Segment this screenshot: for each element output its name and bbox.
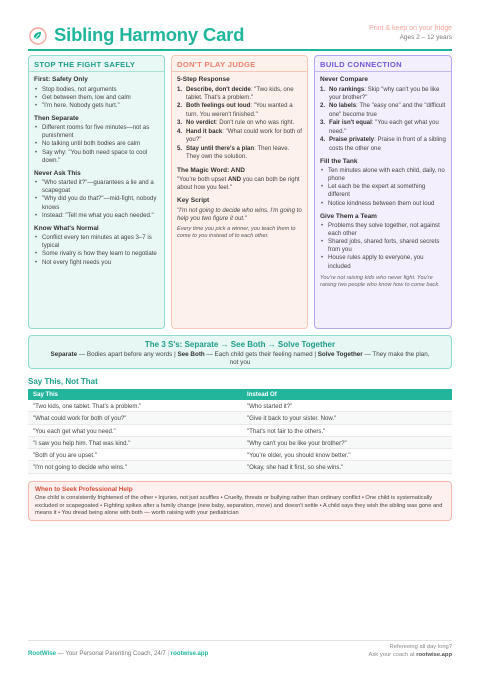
step-number: 3. — [320, 119, 326, 127]
list-item: • Let each be the expert at something different — [320, 183, 446, 199]
numbered-list — [320, 86, 446, 153]
magic-word: AND — [227, 176, 242, 184]
section-title: Key Script — [177, 197, 210, 205]
list-item: • Problems they solve together, not against each other — [320, 222, 446, 238]
magic-text-pre: "You're both upset — [177, 176, 228, 184]
help-title: When to Seek Professional Help — [35, 486, 133, 493]
say-cell: "I saw you help him. That was kind." — [33, 439, 131, 447]
section-title: First: Safety Only — [34, 76, 88, 83]
banner-step-1: Separate — [50, 351, 78, 358]
leaf-heart-icon — [28, 26, 48, 46]
brand-name: RootWise — [28, 650, 57, 657]
step-label: Praise privately — [329, 136, 375, 144]
numbered-list — [177, 86, 302, 162]
instead-cell: "Why can't you be like your brother?" — [247, 439, 347, 447]
step-text: : Skip "why can't you be like your brother?" — [329, 85, 440, 101]
separator: | — [172, 351, 178, 358]
list-item: • No talking until both bodies are calm — [34, 140, 159, 148]
script-note: Every time you pick a winner, you teach them to come to you instead of to each other. — [177, 225, 296, 240]
page-title: Sibling Harmony Card — [54, 24, 245, 45]
list-item: • Notice kindness between them out loud — [320, 200, 446, 208]
separator: | — [167, 650, 170, 657]
table-row — [28, 437, 452, 449]
closing-note: You're not raising kids who never fight. You're raising two people who know how to come back. — [320, 274, 440, 289]
list-item: • Not every fight needs you — [34, 259, 159, 267]
footer-link[interactable]: rootwise.app — [169, 650, 209, 657]
header-divider — [28, 49, 452, 51]
table-row — [28, 412, 452, 424]
banner-step-2-text: — Each child gets their feeling named — [204, 351, 313, 358]
instead-cell: "That's not fair to the others." — [247, 427, 326, 435]
column-stop-the-fight — [28, 55, 165, 329]
cta-text: Ask your coach at — [368, 651, 417, 658]
three-s-banner — [28, 335, 452, 369]
list-item — [177, 86, 302, 102]
list-item: • Ten minutes alone with each child, daily, no phone — [320, 167, 446, 183]
table-body — [28, 400, 452, 474]
step-text: : "You wanted a turn. You weren't finished." — [186, 102, 293, 118]
header-meta — [369, 25, 452, 41]
magic-word-text — [177, 176, 302, 192]
say-this-title: Say This, Not That — [28, 377, 98, 386]
step-label: Hand it back — [186, 128, 223, 136]
cta-line — [369, 652, 452, 660]
column-heading: BUILD CONNECTION — [315, 56, 451, 72]
footer-divider — [28, 640, 452, 641]
list-item: • Stop bodies, not arguments — [34, 86, 159, 94]
age-range: Ages 2 – 12 years — [399, 34, 452, 41]
bullet-list — [34, 179, 159, 219]
step-number: 4. — [320, 136, 326, 144]
step-number: 2. — [320, 102, 326, 110]
banner-step-3-text: — They make the plan, not you — [229, 351, 430, 366]
list-item — [177, 102, 302, 118]
magic-text-post: you can both be right about how you feel." — [177, 176, 300, 192]
step-label: Stay until there's a plan — [186, 145, 255, 153]
list-item — [320, 119, 446, 135]
say-cell: "Two kids, one tablet. That's a problem." — [33, 403, 142, 410]
list-item: • Get between them, low and calm — [34, 94, 159, 102]
instead-cell: "Okay, she had it first, so she wins." — [247, 464, 344, 472]
step-text: : Then leave. They own the solution. — [186, 145, 290, 161]
table-row — [28, 425, 452, 437]
footer-cta — [369, 644, 452, 659]
table-row — [28, 400, 452, 412]
column-heading: DON'T PLAY JUDGE — [172, 56, 307, 72]
header — [28, 24, 452, 50]
list-item — [320, 86, 446, 102]
key-script: "I'm not going to decide who wins. I'm going to help you two figure it out." — [177, 206, 302, 222]
step-label: Describe, don't decide — [186, 85, 251, 93]
list-item: • Say why: "You both need space to cool down." — [34, 149, 159, 165]
section-title: The Magic Word: AND — [177, 166, 245, 174]
list-item — [177, 128, 302, 144]
step-number: 2. — [177, 102, 183, 110]
step-label: No rankings — [329, 85, 365, 93]
bullet-list — [320, 222, 446, 271]
list-item: • Some rivalry is how they learn to negotiate — [34, 250, 159, 258]
list-item — [320, 136, 446, 152]
section-title: Give Them a Team — [320, 212, 377, 220]
list-item: • "Why did you do that?"—mid-fight, nobody knows — [34, 195, 159, 211]
step-text: : The "easy one" and the "difficult one" become true — [329, 102, 446, 118]
column-build-connection — [314, 55, 452, 329]
bullet-list — [320, 167, 446, 207]
step-text: : "What could work for both of you?" — [186, 128, 302, 144]
bullet-list — [34, 86, 159, 110]
instead-cell: "You're older, you should know better." — [247, 452, 351, 460]
instead-cell: "Give it back to your sister. Now." — [247, 415, 337, 423]
step-number: 1. — [177, 85, 183, 93]
professional-help-box — [28, 481, 452, 521]
step-text: : Don't rule on who was right. — [215, 119, 295, 127]
list-item: • Shared jobs, shared forts, shared secrets from you — [320, 238, 446, 254]
column-heading: STOP THE FIGHT SAFELY — [29, 56, 164, 72]
column-header-say: Say This — [33, 391, 59, 398]
bullet-list — [34, 124, 159, 164]
step-label: Both feelings out loud — [186, 102, 251, 110]
section-title: Never Ask This — [34, 169, 81, 177]
list-item: • Different rooms for five minutes—not as punishment — [34, 124, 159, 140]
table-row — [28, 461, 452, 473]
step-text: : Praise in front of a sibling costs the other one — [329, 136, 446, 152]
section-title: 5-Step Response — [177, 76, 230, 83]
list-item — [177, 119, 302, 127]
say-cell: "What could work for both of you?" — [33, 415, 127, 423]
step-number: 4. — [177, 128, 183, 136]
list-item — [320, 102, 446, 118]
say-cell: "Both of you are upset." — [33, 452, 97, 460]
step-text: : "You each get what you need." — [329, 119, 439, 135]
column-dont-play-judge — [171, 55, 308, 329]
list-item: • House rules apply to everyone, you included — [320, 254, 446, 270]
footer-tagline: — Your Personal Parenting Coach, 24/7 — [56, 650, 168, 657]
step-number: 1. — [320, 85, 326, 93]
cta-link[interactable]: rootwise.app — [416, 651, 452, 658]
separator: | — [312, 351, 318, 358]
say-cell: "You each get what you need." — [33, 427, 116, 435]
banner-step-1-text: — Bodies apart before any words — [77, 351, 173, 358]
list-item: • "Who started it?"—guarantees a lie and a scapegoat — [34, 179, 159, 195]
section-title: Then Separate — [34, 114, 79, 122]
say-cell: "I'm not going to decide who wins." — [33, 464, 127, 472]
step-label: No verdict — [186, 119, 216, 127]
help-text: One child is consistently frightened of the other • Injuries, not just scuffles • Cruelty, threats or bullying rather than ordinary conflict • One child is systematically excluded or scapegoated • Fighting spikes after a family change (new baby, separation, move) and doesn't settle • A child says they wish the sibling was gone and means it • You dread being alone with both — worth raising with your pediatrician — [35, 495, 443, 517]
step-label: No labels — [329, 102, 357, 110]
say-this-table — [28, 389, 452, 474]
footer-brand — [28, 650, 208, 657]
section-title: Never Compare — [320, 76, 369, 83]
column-header-instead: Instead Of — [247, 391, 277, 398]
banner-step-2: See Both — [177, 351, 205, 358]
tagline: Print & keep on your fridge — [369, 25, 452, 32]
banner-text — [29, 351, 451, 367]
instead-cell: "Who started it?" — [247, 403, 293, 410]
cta-line: Refereeing all day long? — [389, 644, 452, 650]
list-item — [177, 145, 302, 161]
banner-step-3: Solve Together — [317, 351, 363, 358]
list-item: • Instead: "Tell me what you each needed." — [34, 212, 159, 220]
table-row — [28, 449, 452, 461]
bullet-list — [34, 234, 159, 266]
step-number: 5. — [177, 145, 183, 153]
step-number: 3. — [177, 119, 183, 127]
banner-title: The 3 S's: Separate → See Both → Solve Together — [144, 340, 336, 349]
list-item: • Conflict every ten minutes at ages 3–7 is typical — [34, 234, 159, 250]
step-label: Fair isn't equal — [329, 119, 372, 127]
section-title: Know What's Normal — [34, 224, 99, 232]
table-header — [28, 389, 452, 400]
section-title: Fill the Tank — [320, 157, 358, 165]
step-text: : "Two kids, one tablet. That's a problem." — [186, 85, 294, 101]
list-item: • "I'm here. Nobody gets hurt." — [34, 102, 159, 110]
